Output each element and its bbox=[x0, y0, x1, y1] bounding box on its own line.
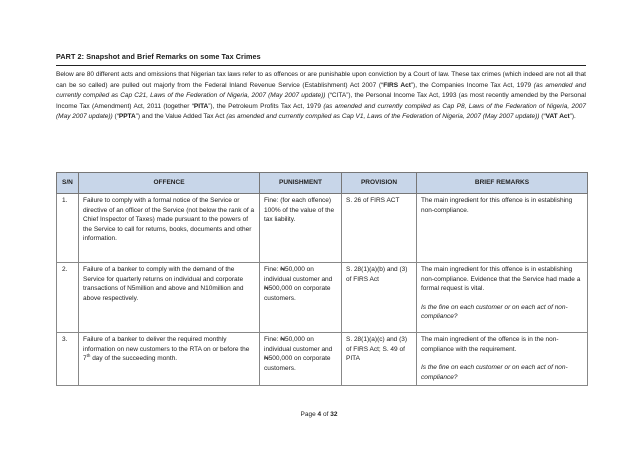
intro-paragraph bbox=[56, 70, 586, 123]
table-row bbox=[57, 263, 588, 333]
section-heading: PART 2: Snapshot and Brief Remarks on some Tax Crimes bbox=[56, 52, 586, 66]
row-punishment: Fine: ₦50,000 on individual customer and ₦500,000 on corporate customers. bbox=[260, 333, 342, 386]
row-provision: S. 28(1)(a)(b) and (3) of FIRS Act bbox=[342, 263, 417, 333]
remark-text: The main ingredient of the offence is in the non-compliance with the requirement. bbox=[421, 336, 559, 353]
remark-text: The main ingredient for this offence is in establishing non-compliance. Evidence that the Service had made a formal request is vital. bbox=[421, 266, 581, 293]
row-remarks bbox=[417, 194, 588, 263]
intro-text: ”) and the Value Added Tax Act bbox=[135, 113, 227, 121]
table-row bbox=[57, 333, 588, 386]
remark-note: Is the fine on each customer or on each act of non-compliance? bbox=[421, 303, 568, 321]
table-header-row bbox=[57, 173, 588, 194]
row-provision: S. 26 of FIRS ACT bbox=[342, 194, 417, 263]
intro-text: (“CITA”), the Personal Income Tax Act, 1993 (as most recently amended by the Personal Income Tax (Amendment) Act, 2011 (together “ bbox=[56, 92, 586, 110]
page-current: 4 bbox=[317, 411, 322, 418]
intro-text: ”), the Companies Income Tax Act, 1979 bbox=[410, 81, 534, 89]
footer-prefix: Page bbox=[300, 411, 318, 418]
header-punishment: PUNISHMENT bbox=[260, 173, 342, 194]
row-offence: Failure to comply with a formal notice of the Service or directive of an officer of the Service (not below the rank of a Chief Inspector of Taxes) made pursuant to the powers of the Service to call for returns, books, documents and other information. bbox=[79, 194, 260, 263]
intro-text: ”), the Petroleum Profits Tax Act, 1979 bbox=[208, 102, 324, 110]
row-provision: S. 28(1)(a)(c) and (3) of FIRS Act; S. 49 of PITA bbox=[342, 333, 417, 386]
header-provision: PROVISION bbox=[342, 173, 417, 194]
page-footer bbox=[0, 411, 638, 418]
header-remarks: BRIEF REMARKS bbox=[417, 173, 588, 194]
footer-of: of bbox=[321, 411, 331, 418]
row-remarks bbox=[417, 333, 588, 386]
intro-text: Below are 80 different acts and omissions that Nigerian tax laws refer to as offences or are punishable upon conviction by a Court of law. These tax crimes (which indeed are not all that can be so called) are pulled out majorly from the Federal Inland Revenue Service (Establishment) Act 2007 (“ bbox=[56, 71, 586, 89]
row-sn: 2. bbox=[57, 263, 79, 333]
remark-note: Is the fine on each customer or on each act of non-compliance? bbox=[421, 364, 568, 381]
header-sn: S/N bbox=[57, 173, 79, 194]
row-remarks bbox=[417, 263, 588, 333]
remark-text: The main ingredient for this offence is in establishing non-compliance. bbox=[421, 197, 573, 214]
row-offence bbox=[79, 333, 260, 386]
vat-amendment: (as amended and currently compiled as Cap V1, Laws of the Federation of Nigeria, 2007 (May 2007 update)) bbox=[226, 113, 540, 121]
tax-crimes-table bbox=[56, 172, 588, 386]
row-offence: Failure of a banker to comply with the demand of the Service for quarterly returns on individual and corporate transactions of N5million and above and N10million and above respectively. bbox=[79, 263, 260, 333]
header-offence: OFFENCE bbox=[79, 173, 260, 194]
offence-text: Failure of a banker to deliver the required monthly information on new customers to the RTA on or before the 7 bbox=[83, 336, 250, 363]
intro-text: ”). bbox=[569, 113, 576, 121]
vat-act-term: VAT Act bbox=[545, 113, 570, 121]
ppta-amendment: (as amended and currently compiled as Cap P8, Laws of the Federation of Nigeria, 2007 (May 2007 update)) bbox=[56, 102, 586, 121]
intro-text: (“ bbox=[539, 113, 546, 121]
row-punishment: Fine: (for each offence) 100% of the value of the tax liability. bbox=[260, 194, 342, 263]
intro-text: (“ bbox=[112, 113, 119, 121]
row-sn: 3. bbox=[57, 333, 79, 386]
pita-term: PITA bbox=[193, 102, 209, 110]
offence-text: day of the succeeding month. bbox=[90, 355, 178, 363]
ppta-term: PPTA bbox=[118, 113, 136, 121]
ordinal-suffix: th bbox=[86, 353, 91, 359]
row-punishment: Fine: ₦50,000 on individual customer and ₦500,000 on corporate customers. bbox=[260, 263, 342, 333]
page-total: 32 bbox=[330, 411, 338, 418]
firs-act-term: FIRS Act bbox=[383, 81, 411, 89]
cita-amendment: (as amended and currently compiled as Cap C21, Laws of the Federation of Nigeria, 2007 (May 2007 update)) bbox=[56, 81, 586, 100]
row-sn: 1. bbox=[57, 194, 79, 263]
table-row bbox=[57, 194, 588, 263]
